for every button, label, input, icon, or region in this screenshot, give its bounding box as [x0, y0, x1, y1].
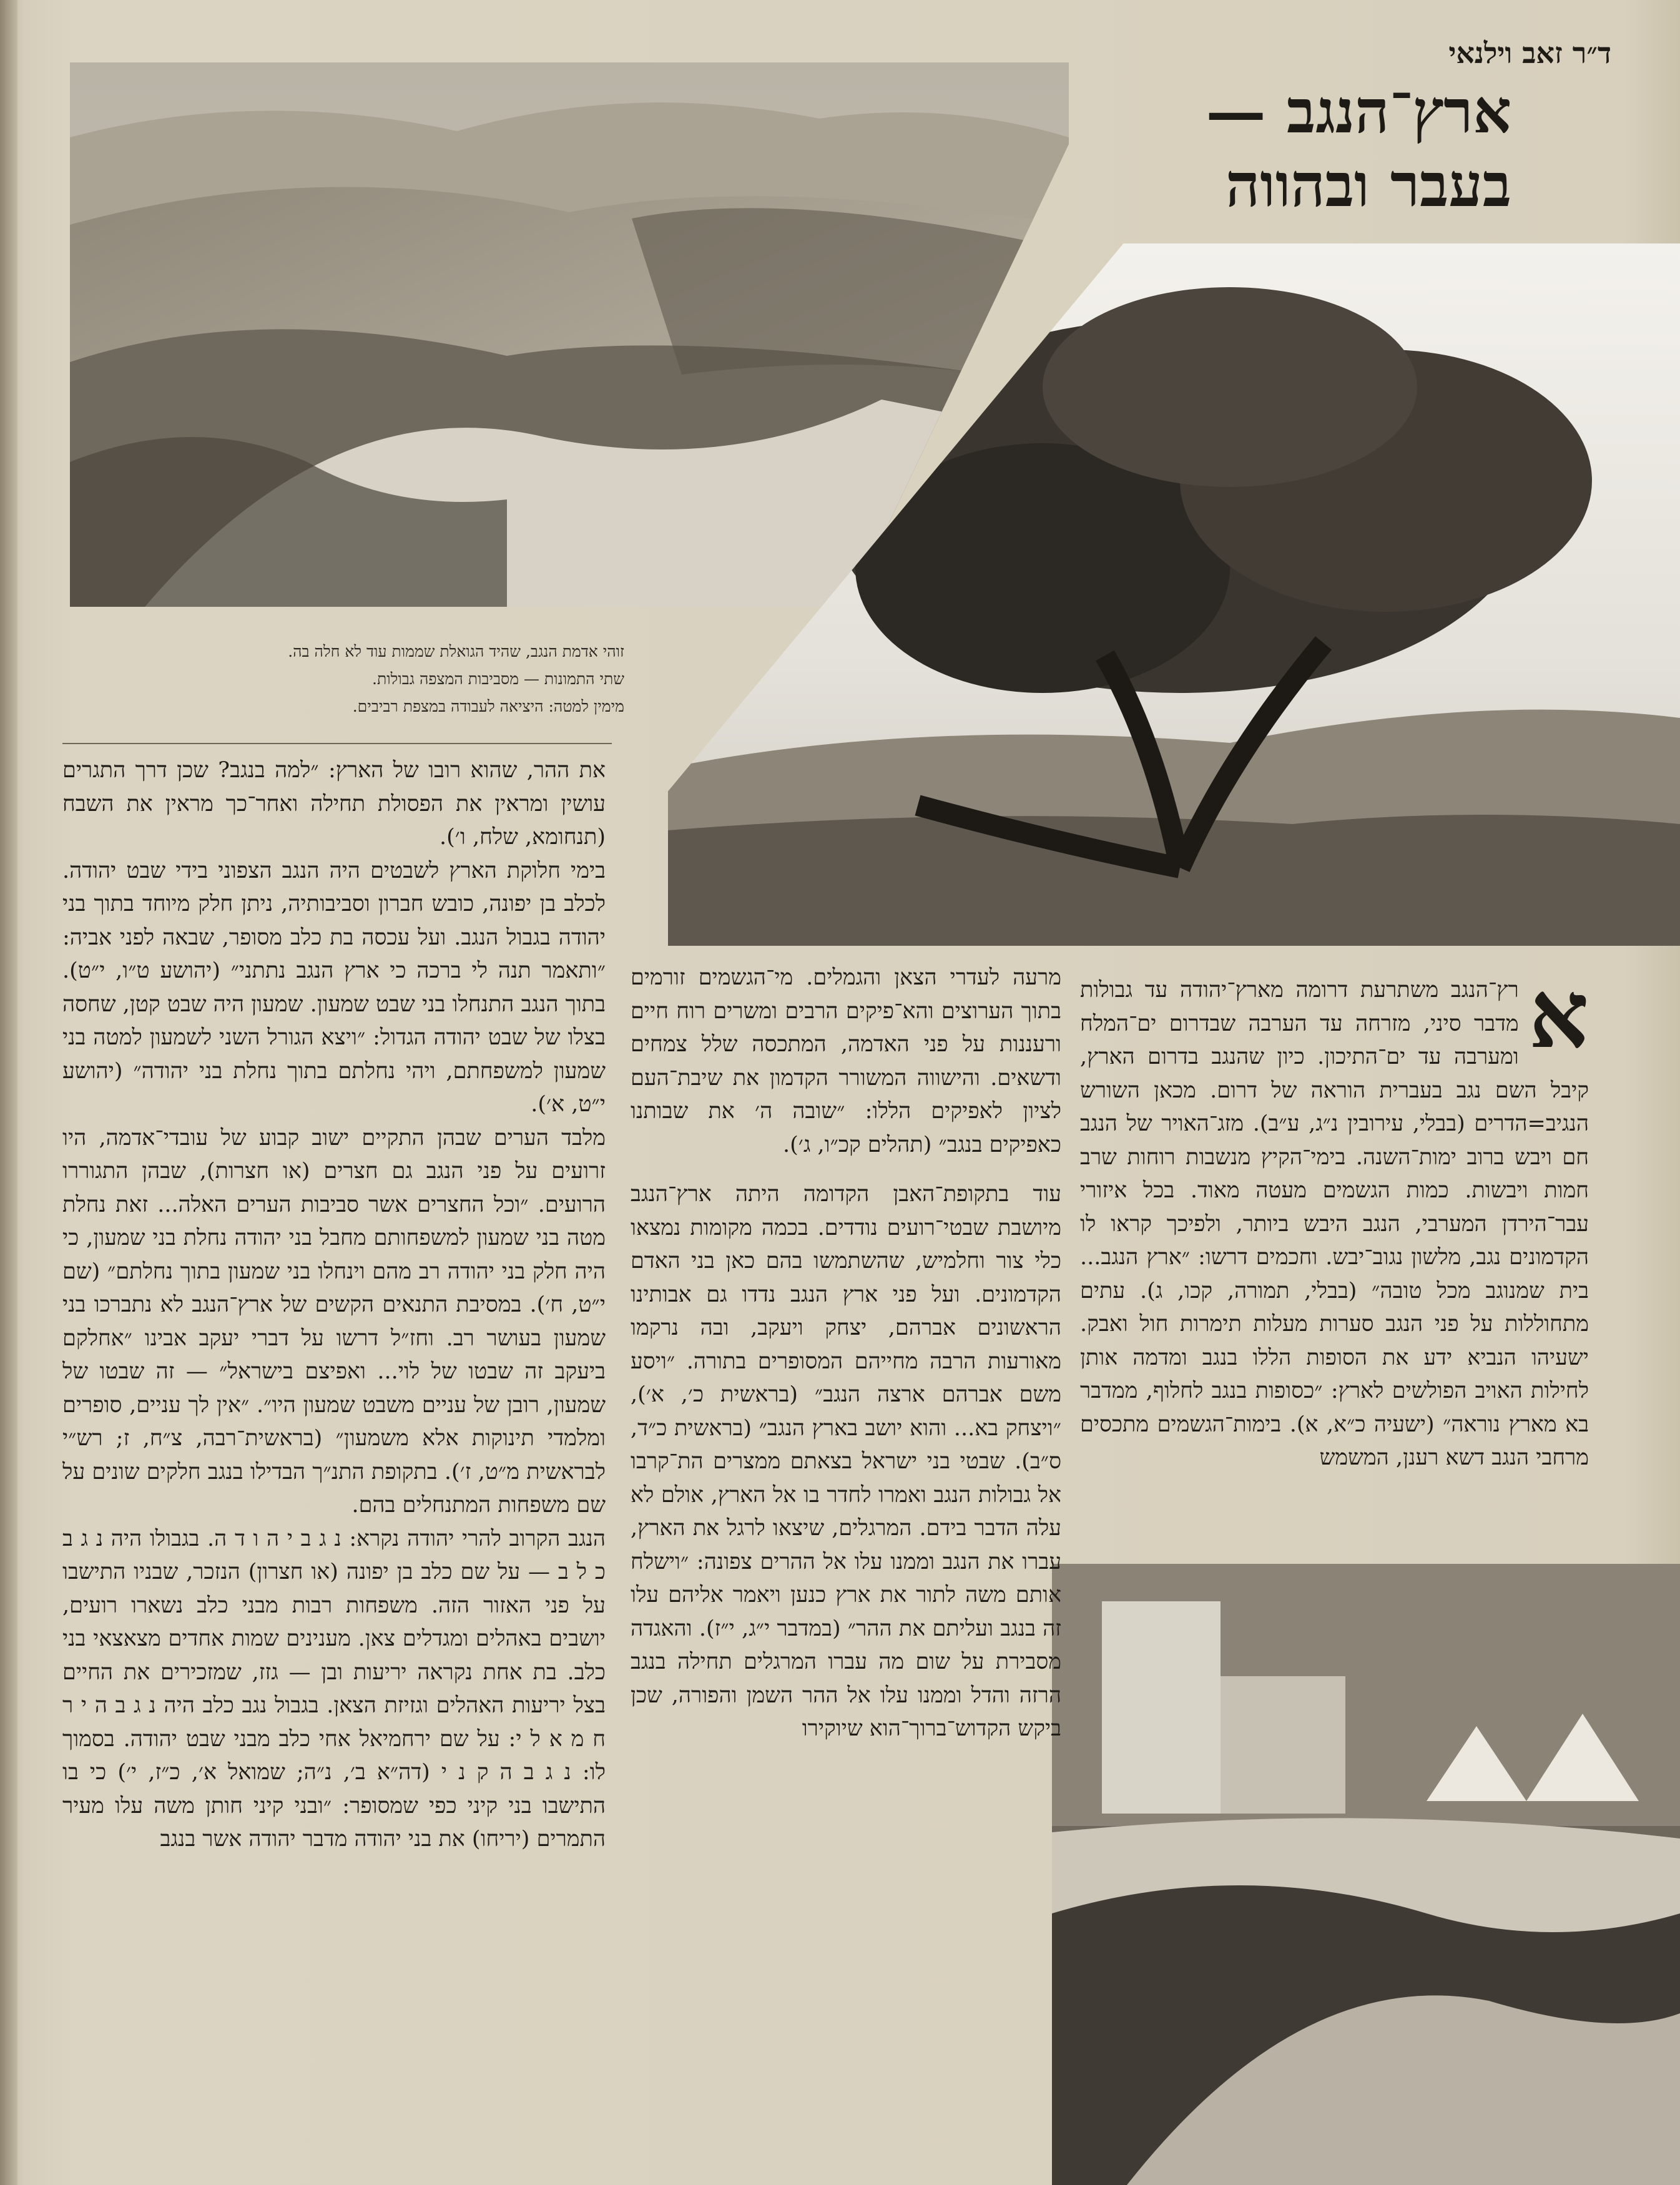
text-column-left: [62, 754, 606, 2178]
text-column-right: [1080, 974, 1589, 1586]
paragraph: בימי חלוקת הארץ לשבטים היה הנגב הצפוני בידי שבט יהודה. לכלב בן יפונה, כובש חברון וסביבותיה, ניתן חלק מיוחד בתוך בני יהודה בגבול הנגב. ועל עכסה בת כלב מסופר, שבאה לפני אביה: ״ותאמר תנה לי ברכה כי ארץ הנגב נתתני״ (יהושע ט״ו, י״ט). בתוך הנגב התנחלו בני שבט שמעון. שמעון היה שבט קטן, שחסה בצלו של שבט יהודה הגדול: ״ויצא הגורל השני לשמעון למטה בני שמעון למשפחתם, ויהי נחלתם בתוך נחלת בני יהודה״ (יהושע י״ט, א׳).: [62, 858, 606, 1117]
article-title-line-2: בעבר ובהווה: [1226, 150, 1511, 220]
article-author: ד״ר זאב וילנאי: [1448, 36, 1611, 70]
paragraph: מרעה לעדרי הצאן והגמלים. מי־הגשמים זורמים בתוך הערוצים והא־פיקים הרבים ומשרים רוח חיים ורעננות על פני האדמה, המתכסה שלל צמחים ודשאים. והישווה המשורר הקדמון את שיבת־העם לציון לאפיקים הללו: ״שובה ה׳ את שבותנו כאפיקים בנגב״ (תהלים קכ״ו, ג׳).: [631, 965, 1061, 1157]
photo-caption-line: מימין למטה: היציאה לעבודה במצפת רביבים.: [352, 697, 624, 715]
article-title: [1074, 75, 1511, 222]
photo-caption-line: זוהי אדמת הנגב, שהיד הגואלת שממות עוד לא חלה בה.: [288, 642, 624, 660]
text-column-middle: [631, 961, 1061, 2173]
paragraph: עוד בתקופת־האבן הקדומה היתה ארץ־הנגב מיושבת שבטי־רועים נודדים. בכמה מקומות נמצאו כלי צור וחלמיש, שהשתמשו בהם כאן בני האדם הקדמונים. ועל פני ארץ הנגב נדדו גם אבותינו הראשונים אברהם, יצחק ויעקב, ובה נרקמו מאורעות הרבה מחייהם המסופרים בתורה. ״ויסע משם אברהם ארצה הנגב״ (בראשית כ׳, א׳), ״ויצחק בא... והוא יושב בארץ הנגב״ (בראשית כ״ד, ס״ב). שבטי בני ישראל בצאתם ממצרים הת־קרבו אל גבולות הנגב ואמרו לחדר בו אל הארץ, אולם לא עלה הדבר בידם. המרגלים, שיצאו לרגל את הארץ, עברו את הנגב וממנו עלו אל ההרים צפונה: ״וישלח אותם משה לתור את ארץ כנען ויאמר אליהם עלו זה בנגב ועליתם את ההר״ (במדבר י״ג, י״ז). והאגדה מסבירת על שום מה עברו המרגלים תחילה בנגב הרזה והדל וממנו עלו אל ההר השמן והפורה, שכן ביקש הקדוש־ברוך־הוא שיוקירו: [631, 1182, 1061, 1741]
drop-cap: א: [1528, 974, 1589, 1069]
article-title-line-1: ארץ־הנגב —: [1206, 76, 1511, 147]
photo-caption-line: שתי התמונות — מסביבות המצפה גבולות.: [372, 670, 624, 688]
photo-caption: [62, 638, 624, 720]
paragraph: רץ־הנגב משתרעת דרומה מארץ־יהודה עד גבולות מדבר סיני, מזרחה עד הערבה שבדרום ים־המלח ומערבה עד ים־התיכון. כיון שהנגב בדרום הארץ, קיבל השם נגב בעברית הוראה של דרום. מכאן השורש הנגיב=הדרים (בבלי, עירובין נ״ג, ע״ב). מזג־האויר של הנגב חם ויבש ברוב ימות־השנה. בימי־הקיץ מנשבות רוחות שרב חמות ויבשות. כמות הגשמים מעטה מאוד. בכל איזורי עבר־הירדן המערבי, הנגב היבש ביותר, ולפיכך קראו לו הקדמונים נגב, מלשון נגוב־יבש. וחכמים דרשו: ״ארץ הנגב... בית שמנוגב מכל טובה״ (בבלי, תמורה, קכו, ג). עתים מתחוללות על פני הנגב סערות מעלות תימרות חול ואבק. ישעיהו הנביא ידע את הסופות הללו בנגב ומדמה אותן לחילות האויב הפולשים לארץ: ״כסופות בנגב לחלוף, ממדבר בא מארץ נוראה״ (ישעיה כ״א, א). בימות־הגשמים מתכסים מרחבי הנגב דשא רענן, המשמש: [1080, 978, 1589, 1470]
photo-revivim-outpost: [1052, 1564, 1680, 2185]
photo-revivim-outpost-image: [1052, 1564, 1680, 2185]
caption-divider: [62, 743, 612, 744]
paragraph: מלבד הערים שבהן התקיים ישוב קבוע של עובדי־אדמה, היו זרועים על פני הנגב גם חצרים (או חצרות), שבהן התגוררו הרועים. ״וכל החצרים אשר סביבות הערים האלה... זאת נחלת מטה בני שמעון למשפחותם מחבל בני יהודה נחלת בני שמעון, כי היה חלק בני יהודה רב מהם וינחלו בני שמעון בתוך נחלתם״ (שם י״ט, ח׳). במסיבת התנאים הקשים של ארץ־הנגב לא נתברכו בני שמעון בעושר רב. וחז״ל דרשו על דברי יעקב אבינו ״אחלקם ביעקב זה שבטו של לוי... ואפיצם בישראל״ — זה שבטו של שמעון, רובן של עניים משבט שמעון היו״. ״אין לך עניים, סופרים ומלמדי תינוקות אלא משמעון״ (בראשית־רבה, צ״ח, ז; רש״י לבראשית מ״ט, ז׳). בתקופת התנ״ך הבדילו בנגב חלקים שונים על שם משפחות המתנחלים בהם.: [62, 1125, 606, 1518]
paragraph: הנגב הקרוב להרי יהודה נקרא: נ ג ב י ה ו ד ה. בגבולו היה נ ג ב כ ל ב — על שם כלב בן יפונה (או חצרון) הנזכר, שבניו התישבו על פני האזור הזה. משפחות רבות מבני כלב נשארו רועים, יושבים באהלים ומגדלים צאן. מענינים שמות אחדים מצאצאי בני כלב. בת אחת נקראה יריעות ובן — גזז, שמזכירים את החיים בצל יריעות האהלים וגזיזת הצאן. בגבול נגב כלב היה נ ג ב ה י ר ח מ א ל י: על שם ירחמיאל אחי כלב מבני שבט יהודה. בסמוך לו: נ ג ב ה ק נ י (דה״א ב׳, נ״ה; שמואל א׳, כ״ז, י׳) כי בו התישבו בני קיני כפי שמסופר: ״ובני קיני חותן משה עלו מעיר התמרים (יריחו) את בני יהודה מדבר יהודה אשר בנגב: [62, 1526, 606, 1852]
page-spine-shadow: [0, 0, 17, 2185]
paragraph: את ההר, שהוא רובו של הארץ: ״למה בנגב? שכן דרך התגרים עושין ומראין את הפסולת תחילה ואחר־כך מראין את השבח (תנחומא, שלח, ו׳).: [62, 758, 606, 850]
